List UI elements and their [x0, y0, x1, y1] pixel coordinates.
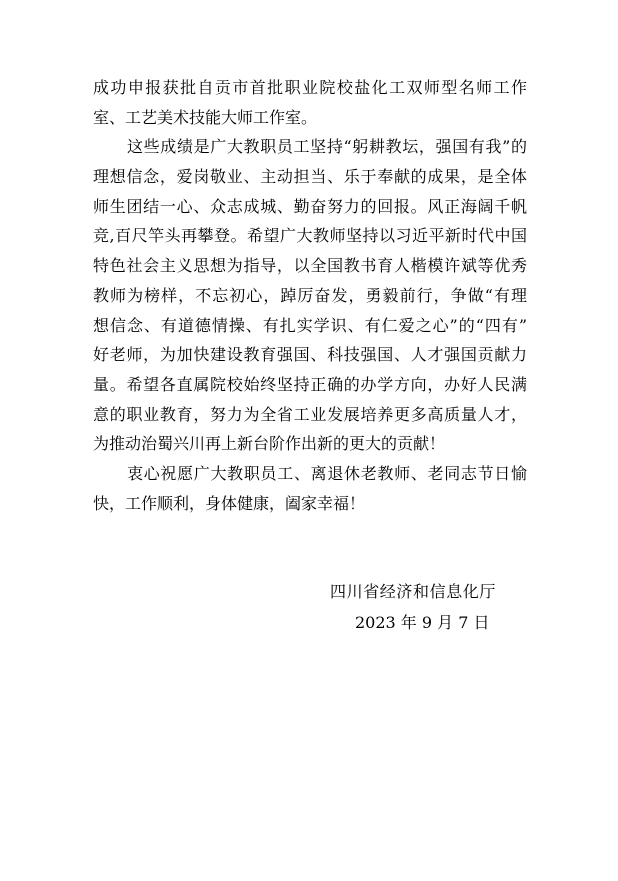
paragraph-line: 衷心祝愿广大教职员工、离退休老教师、老同志节日愉	[127, 463, 527, 483]
paragraph-line: 想信念、有道德情操、有扎实学识、有仁爱之心”的“四有”	[93, 315, 527, 335]
paragraph-line: 竞,百尺竿头再攀登。希望广大教师坚持以习近平新时代中国	[93, 226, 527, 246]
paragraph-line: 师生团结一心、众志成城、勤奋努力的回报。风正海阔千帆	[93, 196, 527, 216]
paragraph-3	[93, 459, 527, 518]
paragraph-line: 快，工作顺利，身体健康，阖家幸福！	[93, 493, 366, 513]
paragraph-1	[93, 73, 527, 132]
paragraph-line: 理想信念，爱岗敬业、主动担当、乐于奉献的成果，是全体	[93, 167, 527, 187]
paragraph-line: 教师为榜样，不忘初心，踔厉奋发，勇毅前行，争做“有理	[93, 285, 527, 305]
paragraph-line: 为推动治蜀兴川再上新台阶作出新的更大的贡献！	[93, 434, 446, 454]
paragraph-line: 成功申报获批自贡市首批职业院校盐化工双师型名师工作	[93, 78, 527, 97]
paragraph-line: 这些成绩是广大教职员工坚持“躬耕教坛，强国有我”的	[127, 137, 527, 157]
paragraph-line: 好老师，为加快建设教育强国、科技强国、人才强国贡献力	[93, 345, 527, 365]
paragraph-2	[93, 132, 527, 459]
paragraph-line: 量。希望各直属院校始终坚持正确的办学方向，办好人民满	[93, 374, 527, 394]
signature-organization: 四川省经济和信息化厅	[330, 582, 497, 601]
paragraph-line: 意的职业教育，努力为全省工业发展培养更多高质量人才，	[93, 404, 527, 424]
signature-date: 2023 年 9 月 7 日	[355, 613, 490, 632]
paragraph-line: 室、工艺美术技能大师工作室。	[93, 107, 318, 127]
paragraph-line: 特色社会主义思想为指导，以全国教书育人楷模许斌等优秀	[93, 256, 527, 276]
document-body	[93, 73, 527, 518]
